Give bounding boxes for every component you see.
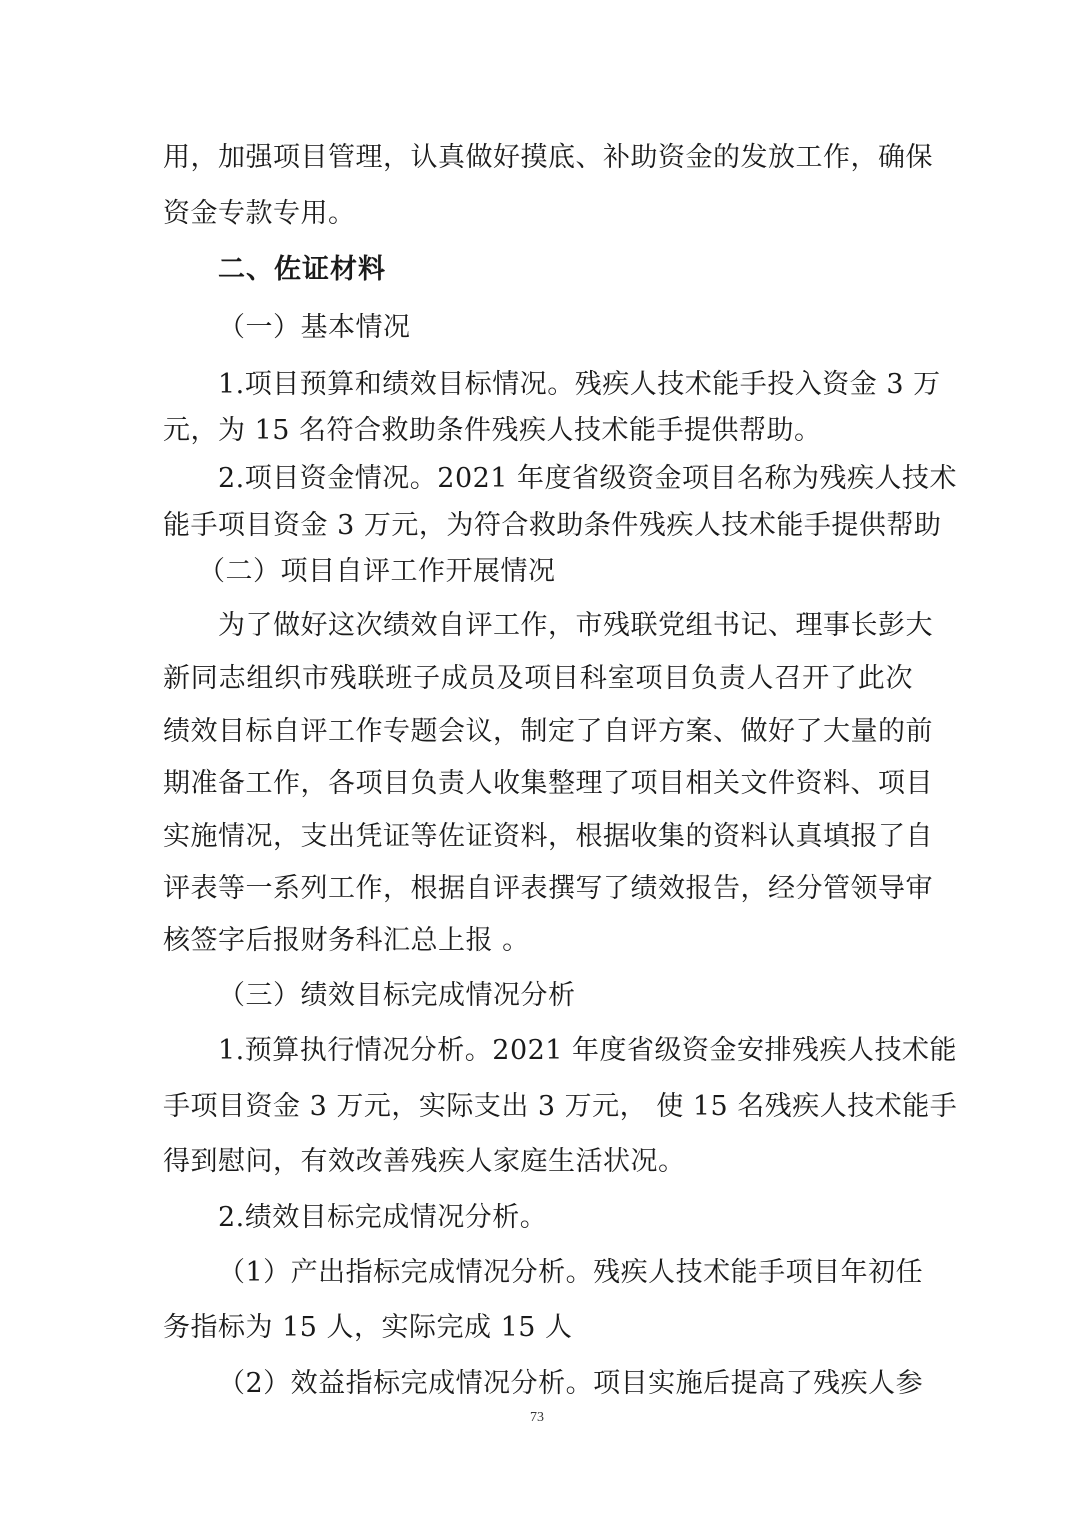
body-text-line: 得到慰问，有效改善残疾人家庭生活状况。: [163, 1146, 686, 1177]
body-text-line: 手项目资金 3 万元，实际支出 3 万元， 使 15 名残疾人技术能手: [163, 1091, 958, 1122]
body-text-line: 实施情况，支出凭证等佐证资料，根据收集的资料认真填报了自: [163, 821, 933, 852]
page-number: 73: [530, 1410, 544, 1425]
body-text-line: 2.项目资金情况。2021 年度省级资金项目名称为残疾人技术: [218, 463, 958, 494]
body-text-line: 绩效目标自评工作专题会议，制定了自评方案、做好了大量的前: [163, 716, 933, 747]
body-text-line: 资金专款专用。: [163, 198, 356, 229]
body-text-line: 务指标为 15 人，实际完成 15 人: [163, 1312, 573, 1343]
body-text-line: （2）效益指标完成情况分析。项目实施后提高了残疾人参: [218, 1368, 924, 1399]
body-text-line: 新同志组织市残联班子成员及项目科室项目负责人召开了此次: [163, 663, 913, 694]
subsection-heading: （二）项目自评工作开展情况: [198, 556, 556, 587]
body-text-line: 2.绩效目标完成情况分析。: [218, 1202, 548, 1233]
body-text-line: 为了做好这次绩效自评工作，市残联党组书记、理事长彭大: [218, 610, 933, 641]
body-text-line: 用，加强项目管理，认真做好摸底、补助资金的发放工作，确保: [163, 142, 933, 173]
subsection-heading: （一）基本情况: [218, 312, 411, 343]
body-text-line: 1.项目预算和绩效目标情况。残疾人技术能手投入资金 3 万: [218, 369, 941, 400]
body-text-line: 元，为 15 名符合救助条件残疾人技术能手提供帮助。: [163, 415, 822, 446]
subsection-heading: （三）绩效目标完成情况分析: [218, 980, 576, 1011]
body-text-line: 期准备工作，各项目负责人收集整理了项目相关文件资料、项目: [163, 768, 933, 799]
section-heading: 二、佐证材料: [218, 254, 386, 285]
body-text-line: 能手项目资金 3 万元，为符合救助条件残疾人技术能手提供帮助: [163, 510, 942, 541]
body-text-line: 评表等一系列工作，根据自评表撰写了绩效报告，经分管领导审: [163, 873, 933, 904]
body-text-line: 1.预算执行情况分析。2021 年度省级资金安排残疾人技术能: [218, 1035, 958, 1066]
body-text-line: （1）产出指标完成情况分析。残疾人技术能手项目年初任: [218, 1257, 924, 1288]
body-text-line: 核签字后报财务科汇总上报 。: [163, 925, 530, 956]
